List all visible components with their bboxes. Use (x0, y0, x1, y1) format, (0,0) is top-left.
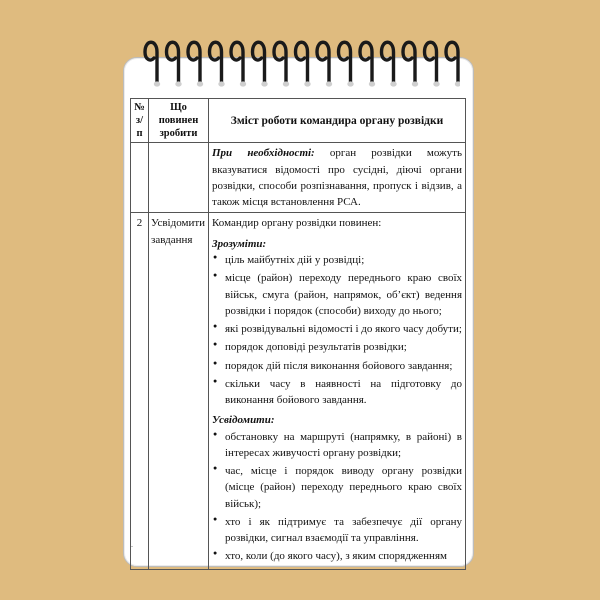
instruction-table (130, 98, 466, 570)
row1-task-cell (149, 143, 209, 213)
spiral-ring-icon (403, 42, 418, 86)
list-item: ● час, місце і порядок виводу органу розвідки (місце (район) переходу переднього краю своїх військ); (212, 463, 462, 512)
list-item: ● які розвідувальні відомості і до якого часу добути; (212, 321, 462, 337)
realize-list (212, 429, 462, 565)
spiral-ring-icon (382, 42, 397, 86)
header-what-to-do: Що повинен зробити (149, 99, 209, 143)
row1-content-cell (209, 143, 466, 213)
row2-number-cell: 2 (131, 213, 149, 569)
list-item: ● ціль майбутніх дій у розвідці; (212, 252, 462, 268)
spiral-ring-icon (188, 42, 203, 86)
spiral-ring-icon (296, 42, 311, 86)
row2-task-cell: Усвідомити завдання (149, 213, 209, 569)
spiral-ring-icon (253, 42, 268, 86)
spiral-ring-icon (360, 42, 375, 86)
table-row (131, 213, 466, 569)
spiral-ring-icon (446, 42, 460, 86)
row2-intro: Командир органу розвідки повинен: (212, 217, 382, 230)
realize-heading: Усвідомити: (212, 414, 275, 427)
list-item: ● місце (район) переходу переднього краю своїх військ, смуга (район, напрямок, об’єкт) ведення розвідки і порядок (способи) виходу до нього; (212, 270, 462, 319)
understand-heading: Зрозуміти: (212, 237, 267, 250)
spiral-ring-icon (274, 42, 289, 86)
row1-number-cell (131, 143, 149, 213)
list-item: ● хто, коли (до якого часу), з яким спорядженням (212, 548, 462, 564)
header-work-content: Зміст роботи командира органу розвідки (209, 99, 466, 143)
list-item: ● обстановку на маршруті (напрямку, в районі) в інтересах живучості органу розвідки; (212, 429, 462, 462)
table-row (131, 143, 466, 213)
list-item: ● порядок доповіді результатів розвідки; (212, 339, 462, 355)
understand-list (212, 252, 462, 408)
row1-lead: При необхідності: (212, 147, 315, 160)
header-number: № з/п (131, 99, 149, 143)
spiral-ring-icon (339, 42, 354, 86)
page-mark: . (131, 540, 133, 549)
spiral-ring-icon (425, 42, 440, 86)
spiral-binding (140, 36, 460, 90)
list-item: ● скільки часу в наявності на підготовку до виконання бойового завдання. (212, 376, 462, 409)
list-item: ● порядок дій після виконання бойового завдання; (212, 358, 462, 374)
spiral-ring-icon (167, 42, 182, 86)
list-item: ● хто і як підтримує та забезпечує дії органу розвідки, сигнал взаємодії та управління. (212, 514, 462, 547)
spiral-ring-icon (210, 42, 225, 86)
spiral-ring-icon (145, 42, 160, 86)
spiral-ring-icon (231, 42, 246, 86)
row1-text: орган розвідки можуть вказуватися відомості про сусідні, діючі органи розвідки, способи розпізнавання, пропуск і відзив, а також місця встановлення РСА. (212, 147, 462, 209)
table-header-row (131, 99, 466, 143)
spiral-ring-icon (317, 42, 332, 86)
row2-content-cell (209, 213, 466, 569)
